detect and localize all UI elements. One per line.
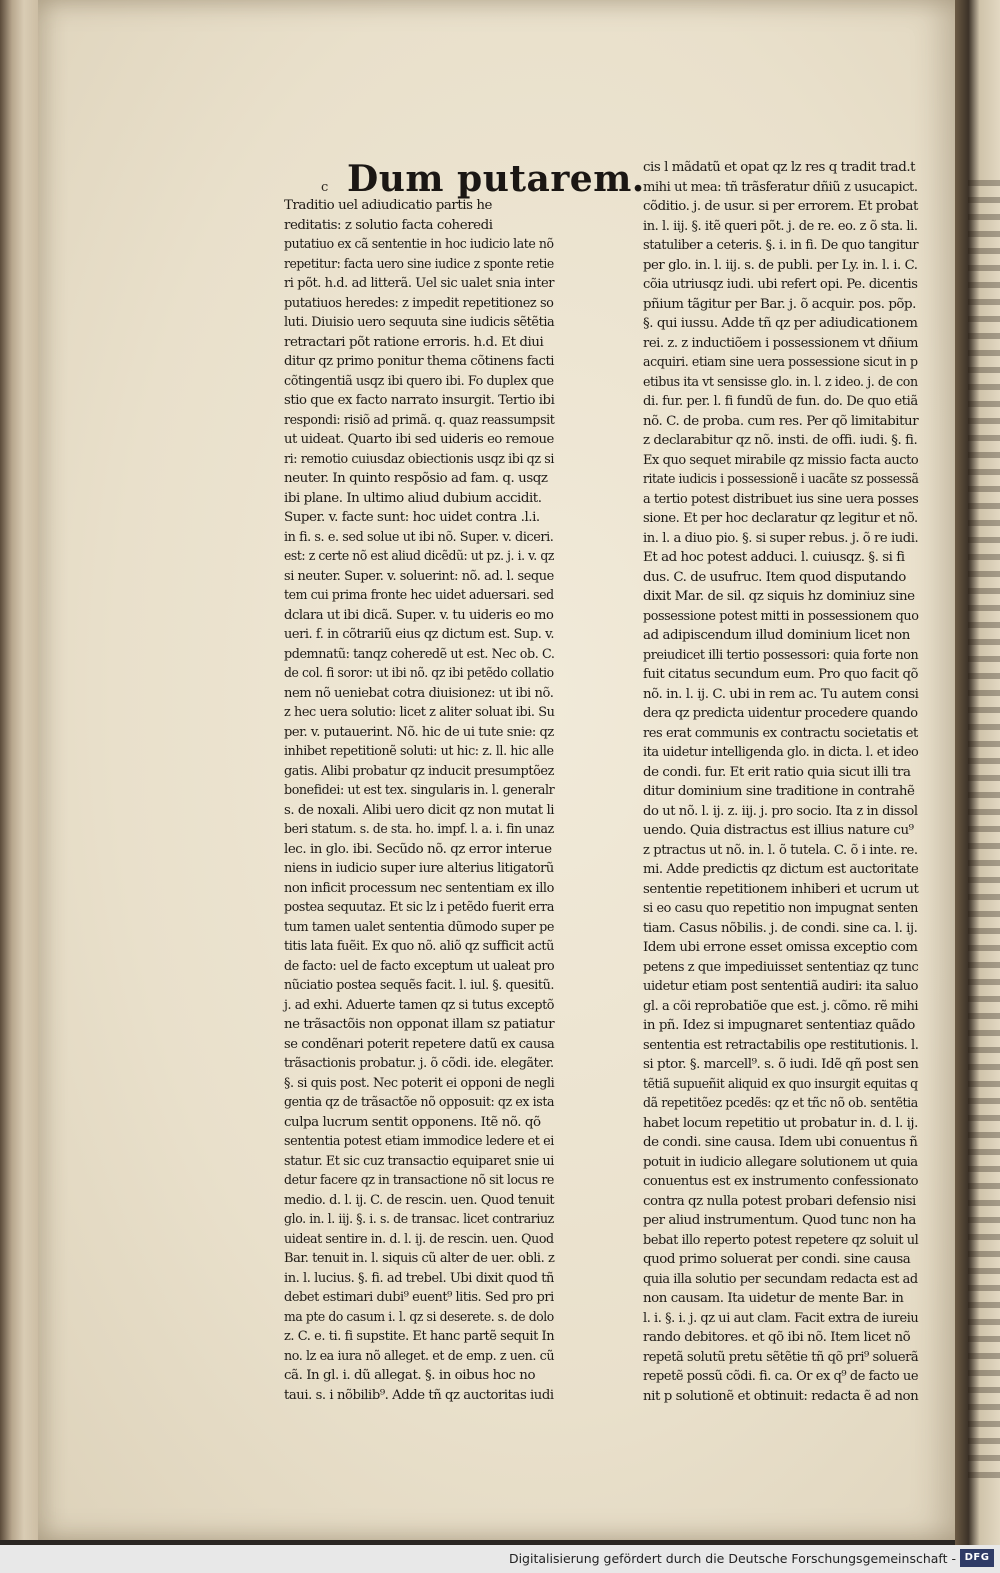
text-line: repetẽ possũ cõdi. fi. ca. Or ex q⁹ de facto ue bbox=[643, 1369, 919, 1384]
text-line: putatiuo ex cã sententie in hoc iudicio late nõ bbox=[284, 237, 554, 252]
text-line: Ex quo sequet mirabile qz missio facta aucto bbox=[643, 452, 919, 468]
text-line: z declarabitur qz nõ. insti. de offi. iudi. §. fi. bbox=[643, 433, 918, 448]
text-line: in fi. s. e. sed solue ut ibi nõ. Super. v. diceri. bbox=[284, 529, 554, 545]
text-line: uendo. Quia distractus est illius nature cu⁹ bbox=[643, 823, 914, 838]
text-line: beri statum. s. de sta. ho. impf. l. a. i. fin unaz bbox=[284, 822, 554, 837]
text-line: conuentus est ex instrumento confessionato bbox=[643, 1174, 919, 1189]
text-line: acquiri. etiam sine uera possessione sicut in p bbox=[643, 355, 918, 370]
text-line: tem cui prima fronte hec uidet aduersari. sed bbox=[284, 588, 554, 603]
text-line: in. l. a diuo pio. §. si super rebus. j. õ re iudi. bbox=[643, 530, 919, 546]
text-line: l. i. §. i. j. qz ui aut clam. Facit extra de iureiu bbox=[643, 1310, 919, 1326]
text-line: rando debitores. et qõ ibi nõ. Item licet nõ bbox=[643, 1330, 911, 1345]
text-line: titis lata fuẽit. Ex quo nõ. aliõ qz sufficit actũ bbox=[284, 939, 554, 954]
page-heading: Dum putarem. bbox=[347, 158, 645, 200]
text-line: respondi: risiõ ad primã. q. quaz reassumpsit bbox=[284, 412, 555, 428]
text-line: uidetur etiam post sententiã audiri: ita saluo bbox=[643, 979, 919, 994]
text-line: preiudicet illi tertio possessori: quia forte non bbox=[643, 647, 919, 663]
text-line: sententia potest etiam immodice ledere et ei bbox=[284, 1134, 554, 1149]
text-line: fuit citatus secundum eum. Pro quo facit qõ bbox=[643, 667, 919, 682]
text-line: de condi. sine causa. Idem ubi conuentus ñ bbox=[643, 1135, 918, 1150]
text-line: tiam. Casus nõbilis. j. de condi. sine ca. l. ij. bbox=[643, 920, 918, 936]
text-line: statuliber a ceteris. §. i. in fi. De quo tangitur bbox=[643, 238, 919, 253]
text-line: pñium tãgitur per Bar. j. õ acquir. pos. põp. bbox=[643, 296, 916, 312]
text-line: ma pte do casum i. l. qz si deserete. s. de dolo bbox=[284, 1309, 554, 1325]
text-line: ne trãsactõis non opponat illam sz patiatur bbox=[284, 1017, 555, 1032]
text-line: rei. z. z inductiõem i possessionem vt dñium bbox=[643, 335, 918, 351]
text-line: dus. C. de usufruc. Item quod disputando bbox=[643, 569, 906, 585]
text-line: nem nõ ueniebat cotra diuisionez: ut ibi nõ. bbox=[284, 685, 554, 701]
text-line: gatis. Alibi probatur qz inducit presumptõez bbox=[284, 763, 554, 779]
text-line: taui. s. i nõbilib⁹. Adde tñ qz auctoritas iudi bbox=[284, 1387, 554, 1403]
text-line: petens z que impediuisset sententiaz qz tunc bbox=[643, 959, 919, 975]
text-line: per aliud instrumentum. Quod tunc non ha bbox=[643, 1213, 916, 1228]
text-line: nit p solutionẽ et obtinuit: redacta ẽ ad non bbox=[643, 1388, 919, 1404]
text-line: glo. in. l. iij. §. i. s. de transac. licet contrariuz bbox=[284, 1212, 554, 1227]
text-line: §. si quis post. Nec poterit ei opponi de negli bbox=[284, 1075, 555, 1091]
text-line: §. qui iussu. Adde tñ qz per adiudicationem bbox=[643, 316, 918, 331]
text-line: di. fur. per. l. fi fundũ de fun. do. De quo etiã bbox=[643, 394, 918, 409]
text-line: gl. a cõi reprobatiõe que est. j. cõmo. rẽ mihi bbox=[643, 998, 919, 1014]
text-line: etibus ita vt sensisse glo. in. l. z ideo. j. de con bbox=[643, 374, 918, 390]
text-line: uideat sentire in. d. l. ij. de rescin. uen. Quod bbox=[284, 1231, 554, 1247]
text-line: ibi plane. In ultimo aliud dubium accidit. bbox=[284, 490, 542, 506]
column-marker: c bbox=[321, 180, 329, 195]
text-line: contra qz nulla potest probari defensio nisi bbox=[643, 1193, 916, 1209]
text-line: non causam. Ita uidetur de mente Bar. in bbox=[643, 1291, 904, 1306]
text-line: s. de noxali. Alibi uero dicit qz non mutat li bbox=[284, 802, 555, 818]
text-line: dã repetitõez pcedẽs: qz et tñc nõ ob. sentẽtia bbox=[643, 1096, 918, 1111]
text-line: mihi ut mea: tñ trãsferatur dñiũ z usucapict. bbox=[643, 179, 918, 195]
text-line: z. C. e. ti. fi supstite. Et hanc partẽ sequit In bbox=[284, 1329, 555, 1344]
funding-notice: Digitalisierung gefördert durch die Deutsche Forschungsgemeinschaft - bbox=[508, 1551, 956, 1566]
text-line: neuter. In quinto respõsio ad fam. q. usqz bbox=[284, 471, 548, 486]
text-line: cõtingentiã usqz ibi quero ibi. Fo duplex que bbox=[284, 373, 554, 389]
text-line: habet locum repetitio ut probatur in. d. l. ij. bbox=[643, 1115, 918, 1131]
dfg-logo: DFG bbox=[960, 1549, 994, 1567]
text-line: ut uideat. Quarto ibi sed uideris eo remoue bbox=[284, 432, 554, 447]
text-line: stio que ex facto narrato insurgit. Tertio ibi bbox=[284, 393, 555, 408]
text-line: mi. Adde predictis qz dictum est auctoritate bbox=[643, 862, 919, 877]
text-line: medio. d. l. ij. C. de rescin. uen. Quod tenuit bbox=[284, 1192, 555, 1208]
text-line: non inficit processum nec sententiam ex illo bbox=[284, 880, 554, 896]
text-line: cis l mãdatũ et opat qz lz res q tradit trad.t bbox=[643, 160, 916, 175]
text-line: per glo. in. l. iij. s. de publi. per Ly. in. l. i. C. bbox=[643, 257, 918, 273]
text-line: sione. Et per hoc declaratur qz legitur et nõ. bbox=[643, 511, 918, 526]
text-line: per. v. putauerint. Nõ. hic de ui tute snie: qz bbox=[284, 724, 554, 740]
text-line: reditatis: z solutio facta coheredi bbox=[284, 217, 493, 233]
text-line: ditur dominium sine traditione in contrahẽ bbox=[643, 784, 915, 799]
text-line: ditur qz primo ponitur thema cõtinens facti bbox=[284, 354, 555, 369]
text-line: cõditio. j. de usur. si per errorem. Et probat bbox=[643, 199, 918, 214]
text-line: cã. In gl. i. dũ allegat. §. in oibus hoc no bbox=[284, 1368, 536, 1383]
text-line: putatiuos heredes: z impedit repetitionez so bbox=[284, 295, 554, 311]
text-line: ad adipiscendum illud dominium licet non bbox=[643, 628, 910, 643]
text-line: inhibet repetitionẽ soluti: ut hic: z. ll. hic alle bbox=[284, 744, 554, 759]
text-line: in. l. lucius. §. fi. ad trebel. Ubi dixit quod tñ bbox=[284, 1270, 554, 1286]
text-line: nũciatio postea sequẽs facit. l. iul. §. quesitũ. bbox=[284, 978, 554, 993]
right-text-column bbox=[643, 158, 918, 1406]
text-line: in pñ. Idez si impugnaret sententiaz quãdo bbox=[643, 1018, 915, 1033]
text-line: cõia utriusqz iudi. ubi refert opi. Pe. dicentis bbox=[643, 277, 918, 292]
text-line: Bar. tenuit in. l. siquis cũ alter de uer. obli. z bbox=[284, 1251, 555, 1266]
text-line: sententie repetitionem inhiberi et ucrum ut bbox=[643, 881, 919, 897]
left-text-column bbox=[284, 196, 554, 1405]
text-line: tum tamen ualet sententia dũmodo super pe bbox=[284, 919, 555, 935]
text-line: nõ. C. de proba. cum res. Per qõ limitabitur bbox=[643, 413, 919, 429]
text-line: Et ad hoc potest adduci. l. cuiusqz. §. si fi bbox=[643, 550, 905, 565]
text-line: si neuter. Super. v. soluerint: nõ. ad. l. seque bbox=[284, 568, 554, 584]
text-line: se condẽnari poterit repetere datũ ex causa bbox=[284, 1036, 555, 1052]
text-line: ri põt. h.d. ad litterã. Uel sic ualet snia inter bbox=[284, 276, 555, 291]
facing-page-text-edge bbox=[968, 180, 1000, 1480]
text-line: niens in iudicio super iure alterius litigatorũ bbox=[284, 861, 554, 876]
text-line: si eo casu quo repetitio non impugnat senten bbox=[643, 901, 918, 916]
text-line: ri: remotio cuiusdaz obiectionis usqz ibi qz si bbox=[284, 451, 554, 467]
text-line: res erat communis ex contractu societatis et bbox=[643, 725, 918, 741]
text-line: ritate iudicis i possessionẽ i uacãte sz possessã bbox=[643, 472, 919, 487]
text-line: Idem ubi errone esset omissa exceptio com bbox=[643, 940, 918, 955]
text-line: z hec uera solutio: licet z aliter soluat ibi. Su bbox=[284, 705, 555, 720]
text-line: j. ad exhi. Aduerte tamen qz si tutus exceptõ bbox=[284, 997, 555, 1013]
text-line: trãsactionis probatur. j. õ cõdi. ide. elegãter. bbox=[284, 1056, 554, 1071]
text-line: ita uidetur intelligenda glo. in dicta. l. et ideo bbox=[643, 745, 919, 760]
text-line: nõ. in. l. ij. C. ubi in rem ac. Tu autem consi bbox=[643, 686, 919, 702]
text-line: in. l. iij. §. itẽ queri põt. j. de re. eo. z õ sta. li. bbox=[643, 218, 918, 234]
text-line: quia illa solutio per secundam redacta est ad bbox=[643, 1271, 918, 1287]
text-line: est: z certe nõ est aliud dicẽdũ: ut pz. j. i. v. qz bbox=[284, 549, 554, 564]
text-line: de facto: uel de facto exceptum ut ualeat pro bbox=[284, 958, 555, 974]
text-line: postea sequutaz. Et sic lz i petẽdo fuerit erra bbox=[284, 900, 555, 915]
text-line: gentia qz de trãsactõe nõ opposuit: qz ex ista bbox=[284, 1095, 555, 1110]
text-line: pdemnatũ: tanqz coheredẽ ut est. Nec ob. C. bbox=[284, 646, 555, 662]
text-line: repetitur: facta uero sine iudice z sponte retie bbox=[284, 256, 554, 272]
text-line: de col. fi soror: ut ibi nõ. qz ibi petẽdo collatio bbox=[284, 666, 554, 681]
text-line: no. lz ea iura nõ alleget. et de emp. z uen. cũ bbox=[284, 1348, 555, 1364]
text-line: bebat illo reperto potest repetere qz soluit ul bbox=[643, 1232, 919, 1248]
text-line: retractari põt ratione erroris. h.d. Et diui bbox=[284, 334, 544, 350]
text-line: detur facere qz in transactione nõ sit locus re bbox=[284, 1173, 554, 1188]
text-line: ueri. f. in cõtrariũ eius qz dictum est. Sup. v. bbox=[284, 627, 555, 642]
text-line: tẽtiã supueñit aliquid ex quo insurgit equitas q bbox=[643, 1076, 918, 1092]
text-line: do ut nõ. l. ij. z. iij. j. pro socio. Ita z in dissol bbox=[643, 803, 918, 819]
text-line: debet estimari dubi⁹ euent⁹ litis. Sed pro pri bbox=[284, 1290, 554, 1305]
text-line: Traditio uel adiudicatio partis he bbox=[284, 198, 493, 213]
text-line: si ptor. §. marcell⁹. s. õ iudi. Idẽ qñ post sen bbox=[643, 1057, 919, 1072]
text-line: de condi. fur. Et erit ratio quia sicut illi tra bbox=[643, 764, 911, 780]
text-line: repetã solutũ pretu sẽtẽtie tñ qõ pri⁹ soluerã bbox=[643, 1349, 919, 1365]
book-edge bbox=[0, 0, 40, 1540]
text-line: dclara ut ibi dicã. Super. v. tu uideris eo mo bbox=[284, 607, 554, 623]
text-line: sententia est retractabilis ope restitutionis. l. bbox=[643, 1037, 919, 1053]
text-line: dixit Mar. de sil. qz siquis hz dominiuz sine bbox=[643, 589, 915, 604]
text-line: dera qz predicta uidentur procedere quando bbox=[643, 706, 918, 721]
text-line: z ptractus ut nõ. in. l. õ tutela. C. õ i inte. re. bbox=[643, 842, 918, 858]
text-line: luti. Diuisio uero sequuta sine iudicis sẽtẽtia bbox=[284, 315, 555, 330]
text-line: Super. v. facte sunt: hoc uidet contra .l.i. bbox=[284, 510, 540, 525]
text-line: lec. in glo. ibi. Secũdo nõ. qz error interue bbox=[284, 841, 552, 857]
text-line: statur. Et sic cuz transactio equiparet snie ui bbox=[284, 1153, 554, 1169]
text-line: bonefidei: ut est tex. singularis in. l. generalr bbox=[284, 783, 555, 798]
text-line: quod primo soluerat per condi. sine causa bbox=[643, 1252, 911, 1267]
text-line: potuit in iudicio allegare solutionem ut quia bbox=[643, 1154, 918, 1170]
text-line: culpa lucrum sentit opponens. Itẽ nõ. qõ bbox=[284, 1114, 541, 1130]
text-line: possessione potest mitti in possessionem quo bbox=[643, 608, 919, 624]
text-line: a tertio potest distribuet ius sine uera posses bbox=[643, 491, 919, 507]
